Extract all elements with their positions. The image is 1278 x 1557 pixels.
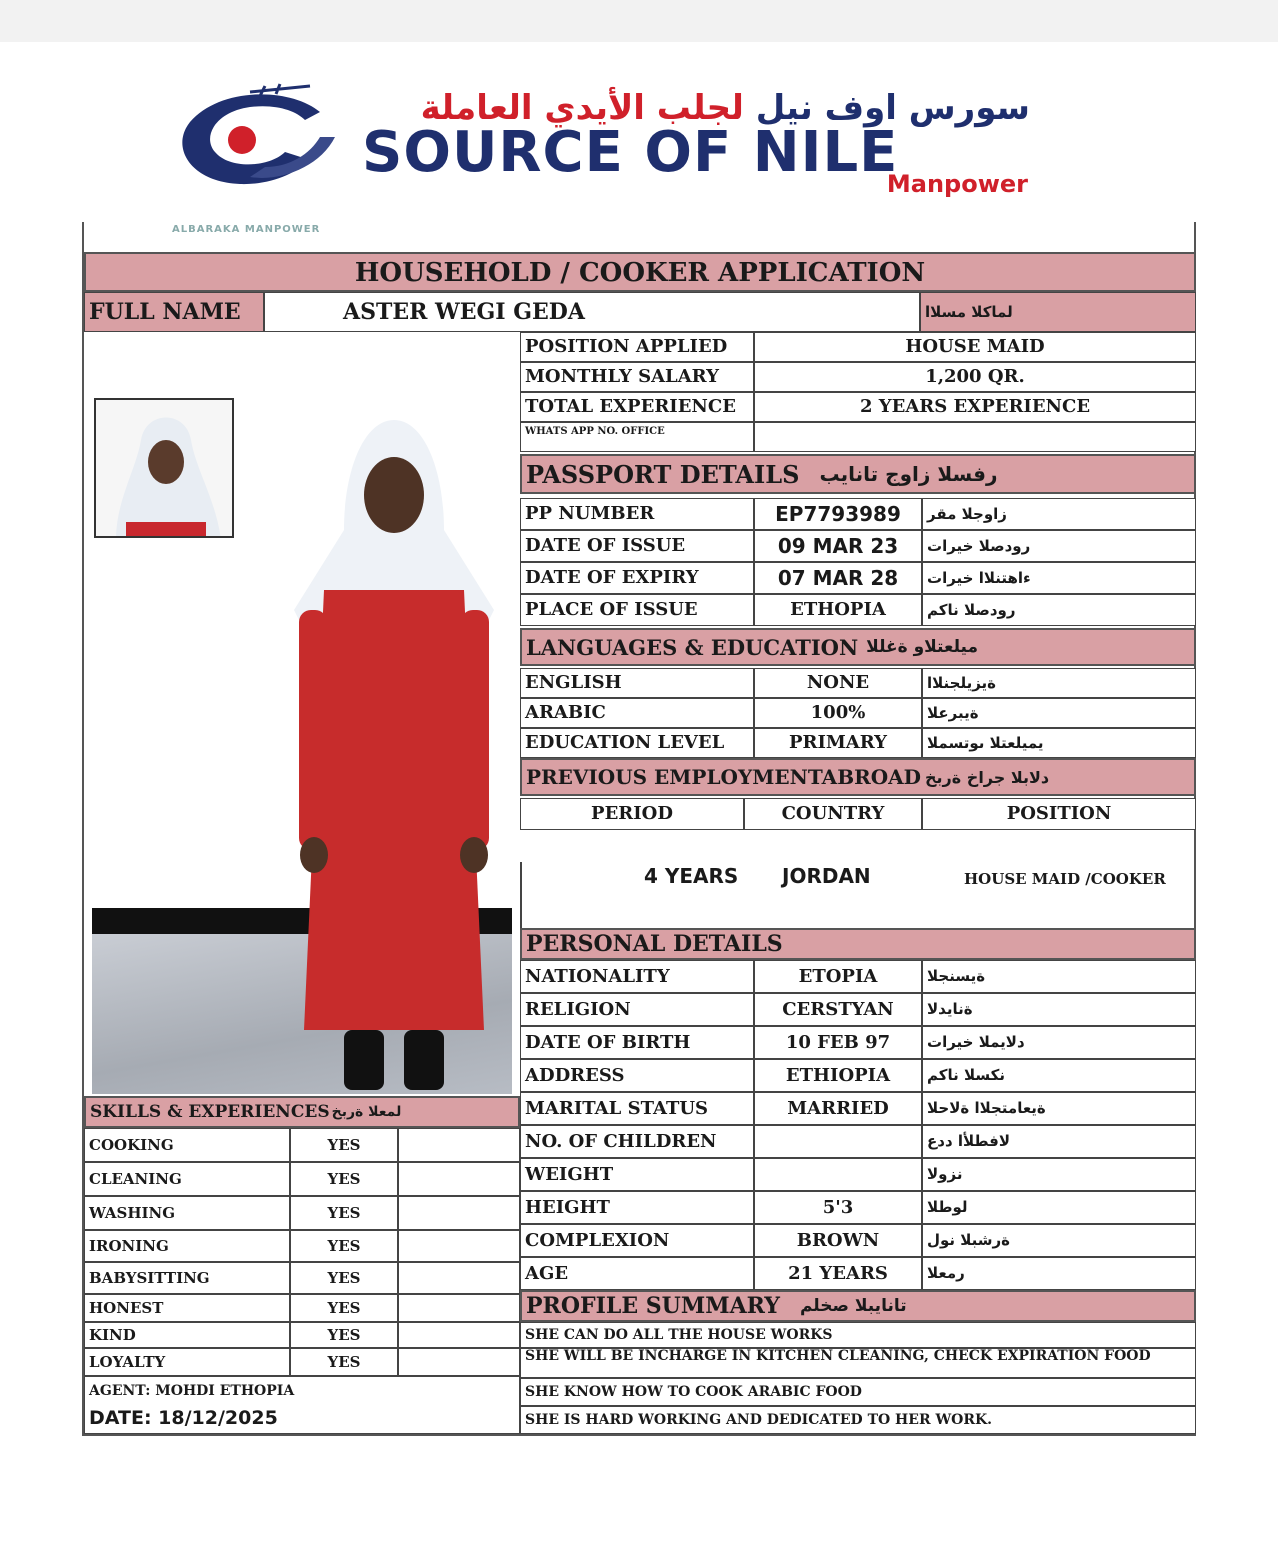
form-title: HOUSEHOLD / COOKER APPLICATION — [84, 252, 1196, 292]
passport-photo-image — [96, 400, 234, 538]
full-name-arabic: لماكلا مسلاا — [920, 292, 1196, 332]
full-name-value: ASTER WEGI GEDA — [264, 292, 920, 332]
logo-subtitle: Manpower — [886, 170, 1028, 198]
arabic-arabic: ةيبرعلا — [922, 698, 1196, 728]
total-experience-label: TOTAL EXPERIENCE — [520, 392, 754, 422]
personal-row-value: MARRIED — [754, 1092, 922, 1125]
skill-row-blank — [398, 1230, 520, 1262]
photo-area — [84, 334, 520, 1094]
personal-row-label: AGE — [520, 1257, 754, 1290]
profile-heading-text: PROFILE SUMMARY — [526, 1293, 780, 1319]
position-applied-label: POSITION APPLIED — [520, 332, 754, 362]
english-arabic: ةيزيلجنلاا — [922, 668, 1196, 698]
education-level-arabic: يميلعتلا ىوتسملا — [922, 728, 1196, 758]
languages-heading — [520, 628, 1196, 666]
application-form — [82, 222, 1196, 1436]
date-line: DATE: 18/12/2025 — [84, 1404, 520, 1434]
passport-heading-arabic: رفسلا زاوج تانايب — [819, 462, 998, 486]
profile-heading-arabic: تانايبلا صخلم — [799, 1296, 907, 1316]
personal-row-arabic: دلايملا خيرات — [922, 1026, 1196, 1059]
personal-heading-text: PERSONAL DETAILS — [526, 931, 783, 957]
skill-row-blank — [398, 1322, 520, 1348]
skill-row-label: BABYSITTING — [84, 1262, 290, 1294]
personal-row-value: 5'3 — [754, 1191, 922, 1224]
personal-row-arabic: ةرشبلا نول — [922, 1224, 1196, 1257]
monthly-salary-label: MONTHLY SALARY — [520, 362, 754, 392]
personal-row-label: RELIGION — [520, 993, 754, 1026]
arabic-value: 100% — [754, 698, 922, 728]
agent-line: AGENT: MOHDI ETHOPIA — [84, 1376, 520, 1404]
personal-row-arabic: ةيعامتجلاا ةلاحلا — [922, 1092, 1196, 1125]
employment-heading-arabic: دلابلا جراخ ةربخ — [925, 767, 1050, 787]
whatsapp-value — [754, 422, 1196, 452]
personal-row-arabic: لافطلأا ددع — [922, 1125, 1196, 1158]
pp-number-label: PP NUMBER — [520, 498, 754, 530]
skill-row-blank — [398, 1348, 520, 1376]
arabic-label: ARABIC — [520, 698, 754, 728]
employment-col-country: COUNTRY — [744, 798, 922, 830]
profile-line-4: SHE IS HARD WORKING AND DEDICATED TO HER WORK. — [520, 1406, 1196, 1434]
personal-row-value — [754, 1158, 922, 1191]
skill-row-value: YES — [290, 1294, 398, 1322]
skill-row-value: YES — [290, 1162, 398, 1196]
logo-mark-icon — [170, 82, 345, 192]
education-level-value: PRIMARY — [754, 728, 922, 758]
personal-row-value: 10 FEB 97 — [754, 1026, 922, 1059]
logo-arabic-text: سورس اوف نيل لجلب الأيدي العاملة — [420, 88, 1030, 128]
profile-heading — [520, 1290, 1196, 1322]
passport-heading-text: PASSPORT DETAILS — [526, 459, 800, 489]
personal-row-label: NO. OF CHILDREN — [520, 1125, 754, 1158]
logo-brand-text: SOURCE OF NILE — [362, 120, 899, 185]
personal-row-arabic: لوطلا — [922, 1191, 1196, 1224]
place-of-issue-arabic: رودصلا ناكم — [922, 594, 1196, 626]
skill-row-value: YES — [290, 1230, 398, 1262]
skill-row-label: LOYALTY — [84, 1348, 290, 1376]
english-label: ENGLISH — [520, 668, 754, 698]
pp-number-value: EP7793989 — [754, 498, 922, 530]
full-body-photo — [284, 410, 504, 1096]
personal-row-arabic: ةيسنجلا — [922, 960, 1196, 993]
date-of-issue-arabic: رودصلا خيرات — [922, 530, 1196, 562]
whatsapp-label: WHATS APP NO. OFFICE — [520, 422, 754, 452]
personal-heading — [520, 928, 1196, 960]
employment-heading-text: PREVIOUS EMPLOYMENTABROAD — [526, 765, 922, 789]
place-of-issue-label: PLACE OF ISSUE — [520, 594, 754, 626]
personal-row-label: DATE OF BIRTH — [520, 1026, 754, 1059]
skill-row-blank — [398, 1294, 520, 1322]
date-of-issue-value: 09 MAR 23 — [754, 530, 922, 562]
profile-line-3: SHE KNOW HOW TO COOK ARABIC FOOD — [520, 1378, 1196, 1406]
skill-row-value: YES — [290, 1348, 398, 1376]
monthly-salary-value: 1,200 QR. — [754, 362, 1196, 392]
passport-heading — [520, 454, 1196, 494]
english-value: NONE — [754, 668, 922, 698]
date-of-expiry-arabic: ءاهتنلاا خيرات — [922, 562, 1196, 594]
skill-row-label: WASHING — [84, 1196, 290, 1230]
skill-row-blank — [398, 1162, 520, 1196]
personal-row-value: CERSTYAN — [754, 993, 922, 1026]
company-logo — [170, 82, 1040, 207]
personal-row-label: ADDRESS — [520, 1059, 754, 1092]
passport-photo — [94, 398, 234, 538]
profile-line-2: SHE WILL BE INCHARGE IN KITCHEN CLEANING, CHECK EXPIRATION FOOD — [520, 1348, 1196, 1378]
skills-heading — [84, 1096, 520, 1128]
personal-row-arabic: نكسلا ناكم — [922, 1059, 1196, 1092]
personal-row-value: 21 YEARS — [754, 1257, 922, 1290]
skill-row-value: YES — [290, 1196, 398, 1230]
profile-line-1: SHE CAN DO ALL THE HOUSE WORKS — [520, 1322, 1196, 1348]
date-of-expiry-label: DATE OF EXPIRY — [520, 562, 754, 594]
employment-position: HOUSE MAID /COOKER — [964, 870, 1166, 888]
full-name-label: FULL NAME — [84, 292, 264, 332]
employment-col-period: PERIOD — [520, 798, 744, 830]
personal-row-label: NATIONALITY — [520, 960, 754, 993]
position-applied-value: HOUSE MAID — [754, 332, 1196, 362]
personal-row-arabic: ةنايدلا — [922, 993, 1196, 1026]
personal-row-arabic: نزولا — [922, 1158, 1196, 1191]
skills-heading-text: SKILLS & EXPERIENCES — [90, 1102, 330, 1122]
languages-heading-arabic: ميلعتلاو ةغللا — [866, 637, 978, 657]
place-of-issue-value: ETHOPIA — [754, 594, 922, 626]
languages-heading-text: LANGUAGES & EDUCATION — [526, 634, 859, 660]
personal-row-label: COMPLEXION — [520, 1224, 754, 1257]
skill-row-label: KIND — [84, 1322, 290, 1348]
personal-row-arabic: رمعلا — [922, 1257, 1196, 1290]
total-experience-value: 2 YEARS EXPERIENCE — [754, 392, 1196, 422]
skill-row-label: HONEST — [84, 1294, 290, 1322]
skill-row-blank — [398, 1262, 520, 1294]
personal-row-label: HEIGHT — [520, 1191, 754, 1224]
employment-col-position: POSITION — [922, 798, 1196, 830]
skill-row-blank — [398, 1128, 520, 1162]
skill-row-label: COOKING — [84, 1128, 290, 1162]
top-bar — [0, 0, 1278, 42]
skills-heading-arabic: لمعلا ةربخ — [331, 1104, 402, 1120]
skill-row-value: YES — [290, 1262, 398, 1294]
skill-row-value: YES — [290, 1128, 398, 1162]
employment-period: 4 YEARS — [644, 864, 739, 888]
personal-row-label: MARITAL STATUS — [520, 1092, 754, 1125]
personal-row-value — [754, 1125, 922, 1158]
employment-heading — [520, 758, 1196, 796]
employment-country: JORDAN — [782, 864, 871, 888]
education-level-label: EDUCATION LEVEL — [520, 728, 754, 758]
personal-row-value: ETOPIA — [754, 960, 922, 993]
employment-divider — [520, 862, 522, 928]
skill-row-blank — [398, 1196, 520, 1230]
pp-number-arabic: زاوجلا مقر — [922, 498, 1196, 530]
date-of-expiry-value: 07 MAR 28 — [754, 562, 922, 594]
personal-row-label: WEIGHT — [520, 1158, 754, 1191]
agency-tag: ALBARAKA MANPOWER — [172, 224, 321, 235]
personal-row-value: BROWN — [754, 1224, 922, 1257]
skill-row-label: IRONING — [84, 1230, 290, 1262]
skill-row-label: CLEANING — [84, 1162, 290, 1196]
personal-row-value: ETHIOPIA — [754, 1059, 922, 1092]
date-of-issue-label: DATE OF ISSUE — [520, 530, 754, 562]
skill-row-value: YES — [290, 1322, 398, 1348]
